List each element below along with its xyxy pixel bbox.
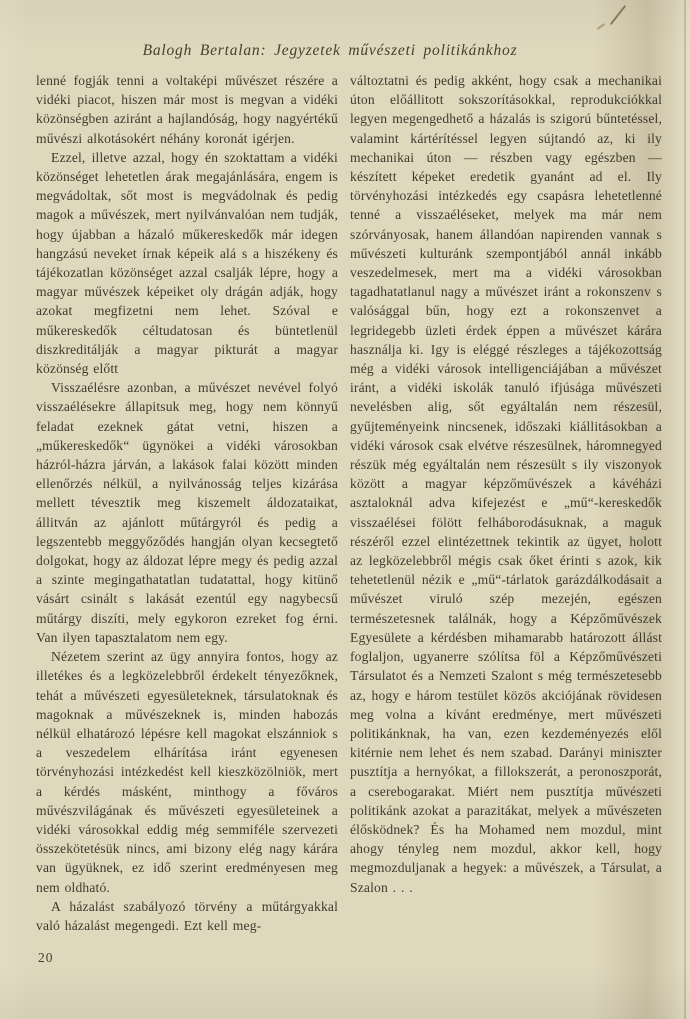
paragraph: Visszaélésre azonban, a művészet nevével folyó visszaélésekre állapitsuk meg, hogy nem könnyű feladat ezeknek gátat vetni, hiszen a „műkereskedők“ ügynökei a vidéki városokban házról-házra járván, a lakások falai között minden ellenőrzés nélkül, a nyilvánosság teljes kizárása mellett tévesztik meg kiszemelt áldozataikat, állitván az ajánlott műtárgyról és pedig a legszentebb meggyőződés hangján olyan kecsegtető dolgokat, hogy az áldozat lépre megy és pedig azzal a szinte megingathatatlan tudatattal, hogy kitünő vásárt csinált s lakását ezentúl egy nagybecsű műtárgy diszíti, mely egykoron ezreket fog érni. Van ilyen tapasztalatom nem egy. [36,380,338,645]
running-head: Balogh Bertalan: Jegyzetek művészeti politikánkhoz [142,42,518,59]
paper-speck-mark [597,23,606,30]
paragraph: A házalást szabályozó törvény a műtárgyakkal való házalást megengedi. Ezt kell meg- [36,898,338,933]
page-number: 20 [38,950,54,965]
page-edge-shadow [684,0,686,1019]
paragraph: Ezzel, illetve azzal, hogy én szoktattam a vidéki közönséget lehetetlen árak megajánlására, engem is megvádoltak, sőt most is megvádolnak és pedig magok a művészek, mert nyilvánvalóan nem tudják, hogy újabban a házaló műkereskedők már idegen hangzású neveket írnak képeik alá s a hiszékeny és tájékozatlan közönséget azzal csalják lépre, hogy a magyar művészek képeiket oly drágán adják, hogy azokat megfizetni nem lehet. Szóval e műkereskedők céltudatosan és büntetlenül diszkreditálják a magyar pikturát a magyar közönség előtt [36,149,338,377]
right-text-column [350,71,662,976]
paragraph: Nézetem szerint az ügy annyira fontos, hogy az illetékes és a legközelebbről érdekelt tényezőknek, tehát a művészeti egyesületeknek, társulatoknak és magoknak a művészeknek is, minden habozás nélkül elhatározó lépésre kell magokat elszánniok s a veszedelem elhárítása iránt egyenesen törvényhozási intézkedést kell kieszközölniök, mert a kérdés másként, minthogy a főváros művészvilágának és művészeti egyesületeinek a vidéki városokkal eddig még semmiféle szervezeti összekötetésük nincs, ami bizony elég nagy kárára van ügyüknek, ez idő szerint eredményesen meg nem oldható. [36,649,338,895]
paragraph: lenné fogják tenni a voltaképi művészet részére a vidéki piacot, hiszen már most is megvan a vidéki közönségben aziránt a hajlandóság, hogy nagyértékű művészi alkotásokért néhány koronát igérjen. [36,73,338,146]
paper-scratch-mark [610,5,626,25]
paragraph: változtatni és pedig akként, hogy csak a mechanikai úton előállitott sokszorításokkal, reprodukciókkal legyen megengedhető a házalás is szigorú bűntetéssel, valamint kártérítéssel legyen sújtandó az, ki ily mechanikai úton — részben vagy egészben — készített képeket eredetik gyanánt ad el. Ily törvényhozási intézkedés egy csapásra lehetetlenné tenné a visszaéléseket, melyek ma már nem szórványosak, hanem állandóan napirenden vannak s művészeti kulturánk szempontjából annál inkább veszedelmesek, mert ma a vidéki városokban tagadhatatlanul nagy a művészet iránt a rokonszenv s valósággal bűn, hogy ezt a rokonszenvet a legridegebb üzleti érdek éppen a művészet kárára használja ki. Igy is eléggé részleges a tájékozottság még a vidéki városok intelligenciájában a művészet iránt, a vidéki iskolák tanuló ifjúsága művészeti nevelésben alig, sőt egyáltalán nem részesül, gyűjteményeink nincsenek, időszaki kiállitásokban a vidéki városok csak elvétve részesülnek, háromnegyed részük még egyáltalán nem részesült s ily viszonyok között a magyar képzőművészek a kávéházi asztaloknál adva kifejezést e „mű“-kereskedők visszaélései fölött felháborodásuknak, a maguk részéről ezzel elintézettnek tekintik az ügyet, holott az legközelebbről mégis csak őket érinti s azok, kik tehetetlenül nézik e „mű“-tárlatok garázdálkodásait a művészet viruló szép mezején, egészen természetesnek találnák, hogy a Képzőművészek Egyesülete a kérdésben mihamarabb határozott állást foglaljon, ugyanerre szólítsa föl a Képzőművészeti Társulatot és a Nemzeti Szalont s még természetesebb az, hogy e három testület közös akciójának rövidesen meg volna a kívánt eredménye, mert művészeti politikánknak, ha van, ezen kezdeményezés elől kitérnie nem lehet és nem szabad. Darányi miniszter pusztítja a hernyókat, a fillokszerát, a peronoszporát, a cserebogarakat. Miért nem pusztítja művészeti politikánk azokat a parazitákat, melyek a művészeten élősködnek? És ha Mohamed nem mozdul, mint ahogy tényleg nem mozdul, akkor kell, hogy megmozduljanak a hegyek: a művészek, a Társulat, a Szalon . . . [350,73,662,895]
left-text-column [36,71,338,959]
